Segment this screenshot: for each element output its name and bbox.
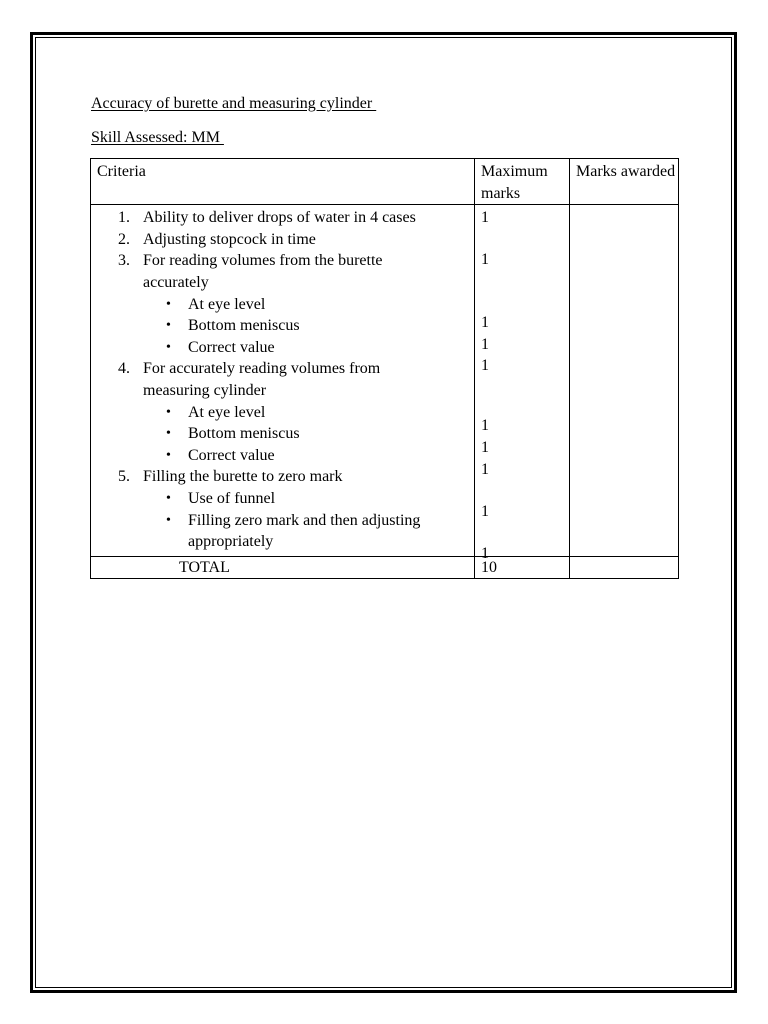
criteria-text: measuring cylinder — [143, 381, 267, 399]
max-mark-value: 1 — [481, 251, 489, 269]
criteria-line — [97, 315, 474, 337]
criteria-line — [97, 531, 474, 553]
criteria-line — [97, 229, 474, 251]
max-mark-value: 1 — [481, 461, 489, 479]
criteria-text: Filling the burette to zero mark — [143, 468, 343, 486]
criteria-subitem-text: Use of funnel — [188, 489, 276, 507]
total-max-marks: 10 — [475, 556, 570, 579]
max-mark-value: 1 — [481, 209, 489, 227]
criteria-subitem-text: At eye level — [188, 295, 266, 313]
bullet-icon: • — [166, 404, 171, 420]
max-mark-value: 1 — [481, 503, 489, 521]
criteria-number: 3. — [118, 252, 130, 270]
criteria-subitem-text: Bottom meniscus — [188, 425, 300, 443]
criteria-text: For reading volumes from the burette — [143, 252, 383, 270]
criteria-subitem-text: At eye level — [188, 403, 266, 421]
criteria-number: 5. — [118, 468, 130, 486]
criteria-row — [91, 205, 679, 557]
max-marks-cell — [475, 205, 570, 563]
criteria-text: accurately — [143, 273, 209, 291]
criteria-line — [97, 358, 474, 380]
table-header-row — [91, 159, 679, 205]
skill-assessed-line: Skill Assessed: MM — [91, 129, 224, 146]
criteria-line — [97, 402, 474, 424]
criteria-text: For accurately reading volumes from — [143, 360, 381, 378]
max-mark-value: 1 — [481, 545, 489, 563]
criteria-line — [97, 294, 474, 316]
marks-awarded-cell — [570, 205, 679, 557]
marks-awarded-header: Marks awarded — [570, 159, 679, 205]
criteria-subitem-text: Correct value — [188, 338, 275, 356]
criteria-subitem-text: Bottom meniscus — [188, 317, 300, 335]
criteria-number: 1. — [118, 209, 130, 227]
bullet-icon: • — [166, 318, 171, 334]
criteria-number: 4. — [118, 360, 130, 378]
criteria-number: 2. — [118, 230, 130, 248]
criteria-subitem-text: Filling zero mark and then adjusting — [188, 511, 421, 529]
bullet-icon: • — [166, 339, 171, 355]
assessment-table — [90, 158, 679, 579]
max-marks-header: Maximum marks — [475, 159, 570, 205]
criteria-subitem-text: Correct value — [188, 446, 275, 464]
criteria-line — [97, 510, 474, 532]
criteria-line — [97, 466, 474, 488]
bullet-icon: • — [166, 512, 171, 528]
criteria-text: Ability to deliver drops of water in 4 cases — [143, 209, 416, 227]
criteria-line — [97, 488, 474, 510]
criteria-line — [97, 380, 474, 402]
criteria-line — [97, 250, 474, 272]
bullet-icon: • — [166, 296, 171, 312]
criteria-header: Criteria — [91, 159, 475, 205]
bullet-icon: • — [166, 426, 171, 442]
max-mark-value: 1 — [481, 336, 489, 354]
criteria-list-cell — [91, 205, 475, 557]
criteria-line — [97, 272, 474, 294]
max-mark-value: 1 — [481, 357, 489, 375]
max-mark-value: 1 — [481, 314, 489, 332]
total-marks-awarded[interactable] — [570, 556, 679, 579]
criteria-line — [97, 207, 474, 229]
criteria-line — [97, 423, 474, 445]
criteria-line — [97, 337, 474, 359]
bullet-icon: • — [166, 447, 171, 463]
criteria-line — [97, 445, 474, 467]
max-mark-value: 1 — [481, 417, 489, 435]
total-row — [91, 556, 679, 579]
document-title: Accuracy of burette and measuring cylinder — [91, 95, 377, 112]
bullet-icon: • — [166, 490, 171, 506]
max-mark-value: 1 — [481, 439, 489, 457]
criteria-subitem-text: appropriately — [188, 533, 274, 551]
criteria-text: Adjusting stopcock in time — [143, 230, 316, 248]
total-label: TOTAL — [91, 556, 475, 579]
